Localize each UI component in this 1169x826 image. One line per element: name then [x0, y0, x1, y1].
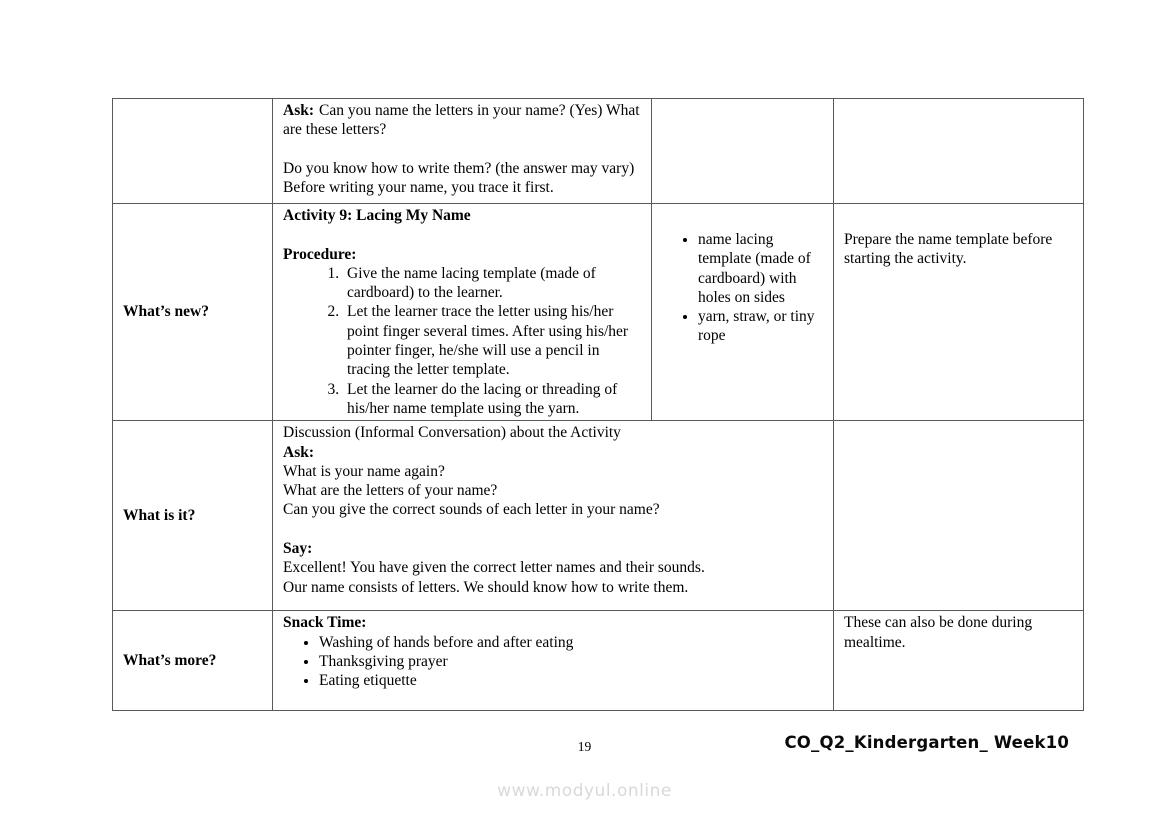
- materials-list: [662, 230, 825, 346]
- procedure-step: 3. Let the learner do the lacing or threading of his/her name template using the yarn.: [343, 380, 643, 419]
- say-label: Say:: [283, 540, 313, 558]
- ask-question: What are the letters of your name?: [283, 482, 498, 500]
- say-line: Our name consists of letters. We should know how to write them.: [283, 578, 689, 596]
- ask-question: Can you give the correct sounds of each letter in your name?: [283, 501, 660, 519]
- ask-paragraph-2: Do you know how to write them? (the answer may vary) Before writing your name, you trace it first.: [283, 159, 635, 197]
- whats-more-notes-cell: [834, 611, 1084, 711]
- whats-more-content-cell: [273, 611, 834, 711]
- blank-line: [283, 520, 825, 539]
- say-line: Excellent! You have given the correct letter names and their sounds.: [283, 559, 705, 577]
- ask-question-text: Can you name the letters in your name? (Yes) What are these letters?: [283, 102, 640, 139]
- snack-item: • Washing of hands before and after eating: [319, 633, 825, 652]
- procedure-label: Procedure:: [283, 245, 357, 263]
- row-ask-materials-cell: [652, 99, 834, 204]
- material-item: • name lacing template (made of cardboard) with holes on sides: [698, 230, 825, 307]
- blank-line: [283, 225, 643, 244]
- row-whats-more: [113, 611, 1084, 711]
- procedure-list: [283, 264, 643, 418]
- row-ask: [113, 99, 1084, 204]
- what-is-it-content-cell: [273, 421, 834, 611]
- ask-paragraph: [283, 101, 643, 140]
- discussion-intro: Discussion (Informal Conversation) about the Activity: [283, 424, 621, 442]
- document-code: CO_Q2_Kindergarten_ Week10: [784, 733, 1069, 752]
- row-ask-content-cell: [273, 99, 652, 204]
- row-label-whats-more: What’s more?: [113, 611, 273, 711]
- snack-item: • Thanksgiving prayer: [319, 652, 825, 671]
- row-label-whats-new: What’s new?: [113, 204, 273, 421]
- whats-new-content-cell: [273, 204, 652, 421]
- row-whats-new: [113, 204, 1084, 421]
- material-item: • yarn, straw, or tiny rope: [698, 307, 825, 346]
- row-ask-label-cell: [113, 99, 273, 204]
- row-ask-notes-cell: [834, 99, 1084, 204]
- ask-label: Ask:: [283, 443, 315, 461]
- ask-question: What is your name again?: [283, 462, 445, 480]
- row-label-what-is-it: What is it?: [113, 421, 273, 611]
- procedure-step: 1. Give the name lacing template (made of cardboard) to the learner.: [343, 264, 643, 303]
- whats-new-notes-cell: [834, 204, 1084, 421]
- snack-item: • Eating etiquette: [319, 671, 825, 690]
- procedure-step: 2. Let the learner trace the letter using his/her point finger several times. After using his/her pointer finger, he/she will use a pencil in tracing the letter template.: [343, 302, 643, 379]
- watermark: www.modyul.online: [497, 781, 672, 801]
- row-what-is-it: [113, 421, 1084, 611]
- activity-title: Activity 9: Lacing My Name: [283, 207, 471, 224]
- blank-line: [283, 140, 643, 159]
- whats-new-materials-cell: [652, 204, 834, 421]
- prepare-note: Prepare the name template before starting the activity.: [844, 231, 1053, 268]
- what-is-it-notes-cell: [834, 421, 1084, 611]
- lesson-plan-table: [112, 98, 1084, 711]
- ask-label: Ask:: [283, 102, 315, 119]
- snack-time-label: Snack Time:: [283, 614, 367, 632]
- snack-list: [283, 633, 825, 691]
- mealtime-note: These can also be done during mealtime.: [844, 614, 1033, 651]
- page-number: 19: [577, 739, 592, 754]
